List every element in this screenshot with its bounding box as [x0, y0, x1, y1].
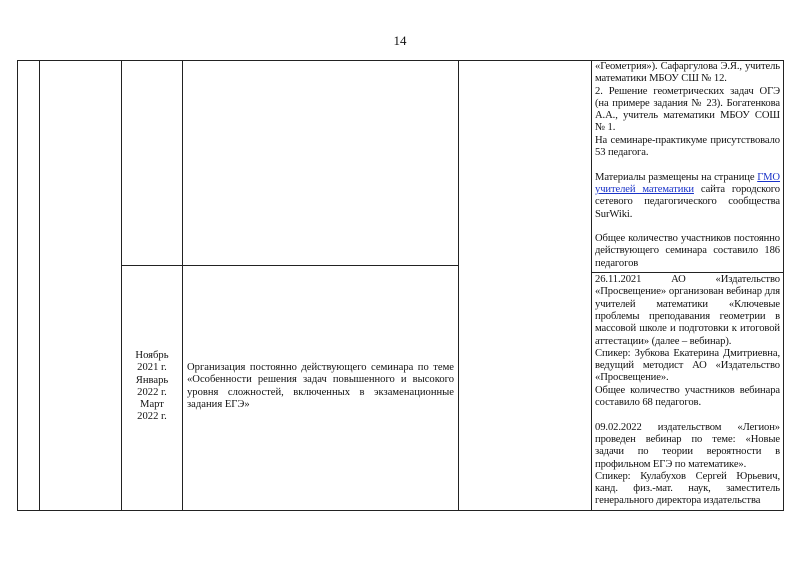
- date-text: 2022 г.: [137, 411, 167, 423]
- result-text: 2. Решение геометрических задач ОГЭ (на примере задания № 23). Богатенкова А.А., учитель математики МБОУ СОШ № 1.: [595, 85, 780, 134]
- result-text: 26.11.2021 АО «Издательство «Просвещение» организован вебинар для учителей математики «Ключевые проблемы преподавания геометрии в массовой школе и подготовки к итоговой аттестации» (далее – вебинар).: [595, 274, 780, 347]
- result-text: Спикер: Кулабухов Сергей Юрьевич, канд. физ.-мат. наук, заместитель генерального директора издательства: [595, 470, 780, 507]
- results-column: [592, 60, 783, 510]
- result-text: 09.02.2022 издательством «Легион» проведен вебинар по теме: «Новые задачи по теории вероятности в профильном ЕГЭ по математике».: [595, 421, 780, 470]
- result-text: На семинаре-практикуме присутствовало 53 педагога.: [595, 134, 780, 159]
- column-border: [39, 60, 40, 511]
- result-text: Спикер: Зубкова Екатерина Дмитриевна, ведущий методист АО «Издательство «Просвещение».: [595, 347, 780, 384]
- event-text: Организация постоянно действующего семинара по теме «Особенности решения задач повышенного и высокого уровня сложностей, включенных в экзаменационные задания ЕГЭ»: [187, 362, 454, 410]
- date-text: Январь: [135, 374, 169, 386]
- table-bottom-border: [17, 510, 784, 511]
- materials-suffix: сайта городского сетевого педагогического сообщества SurWiki.: [595, 183, 780, 220]
- materials-prefix: Материалы размещены на странице: [595, 171, 755, 183]
- column-border: [182, 60, 183, 511]
- gmo-link[interactable]: ГМО учителей математики: [595, 171, 780, 195]
- result-text: Общее количество участников вебинара составило 68 педагогов.: [595, 384, 780, 409]
- materials-text: [595, 172, 780, 221]
- page-number: 14: [393, 33, 407, 48]
- row-divider: [121, 265, 458, 266]
- column-border: [121, 60, 122, 511]
- date-text: Март: [140, 399, 164, 411]
- column-border: [458, 60, 459, 511]
- row2-results-cell: [592, 272, 783, 510]
- result-text: «Геометрия»). Сафаргулова Э.Я., учитель математики МБОУ СШ № 12.: [595, 61, 780, 85]
- column-border: [783, 60, 784, 511]
- row2-event-cell: [187, 362, 454, 411]
- row1-results-cell: [592, 60, 783, 272]
- row2-dates-cell: [122, 350, 182, 424]
- date-text: 2021 г.: [137, 362, 167, 374]
- date-text: 2022 г.: [137, 386, 167, 398]
- column-border: [17, 60, 18, 511]
- date-text: Ноябрь: [135, 350, 169, 361]
- total-text: Общее количество участников постоянно действующего семинара составило 186 педагогов: [595, 233, 780, 269]
